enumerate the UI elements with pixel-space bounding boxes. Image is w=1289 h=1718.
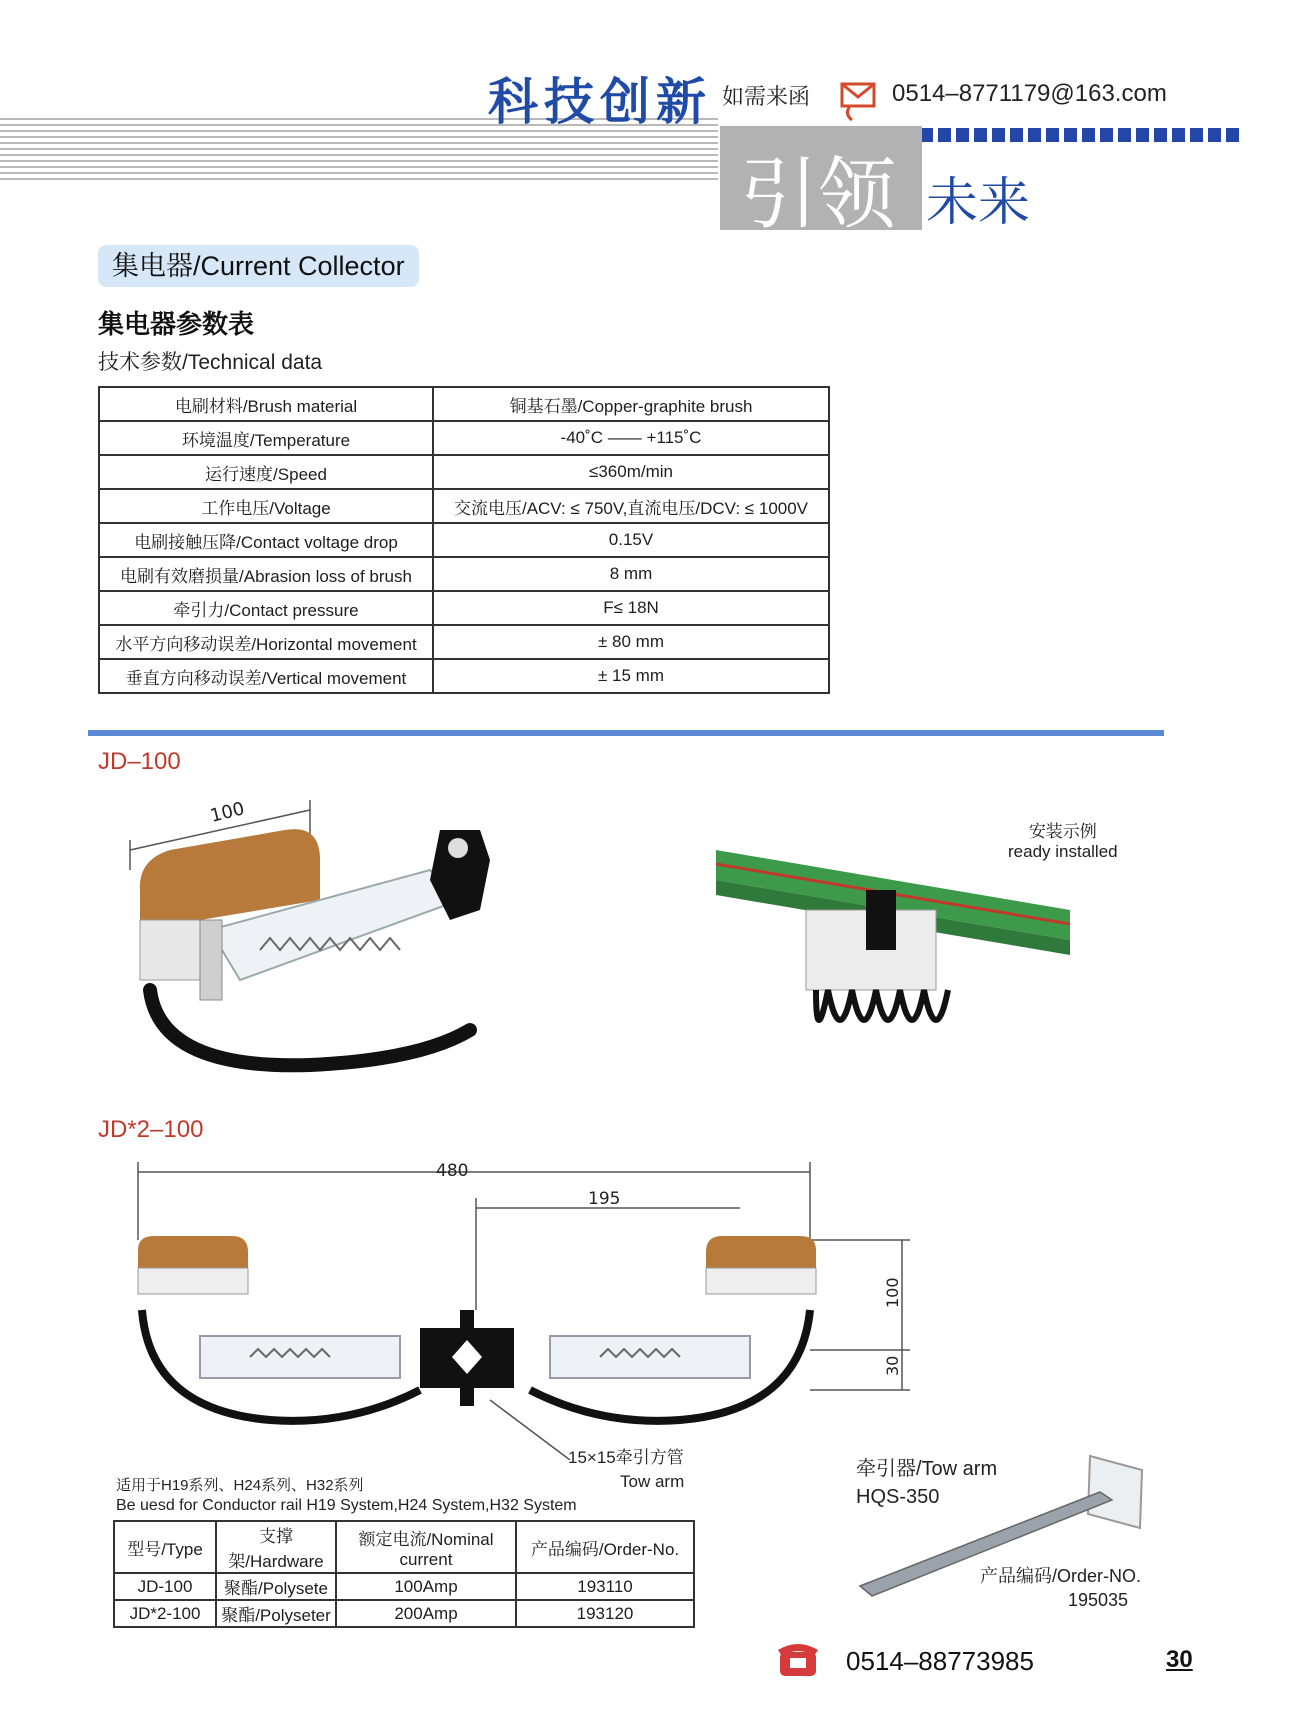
table-row — [99, 421, 829, 455]
slogan-main: 科技创新 — [488, 72, 712, 131]
brush-holder — [140, 920, 200, 980]
table-row — [99, 489, 829, 523]
right-brush — [706, 1236, 816, 1270]
dim-100-label: 100 — [208, 798, 247, 827]
dim-480-label: 480 — [436, 1161, 469, 1181]
tow-arm-title: 牵引器/Tow arm — [856, 1458, 998, 1480]
order-cell: JD*2-100 — [114, 1600, 216, 1627]
model-jd2-label: JD*2–100 — [98, 1116, 204, 1143]
table-row — [114, 1600, 694, 1627]
spec-value: 铜基石墨/Copper-graphite brush — [433, 387, 829, 421]
table-row — [99, 557, 829, 591]
tow-arm-model: HQS-350 — [856, 1486, 940, 1508]
left-holder — [138, 1268, 248, 1294]
right-holder — [706, 1268, 816, 1294]
order-header: 额定电流/Nominal current — [336, 1521, 516, 1573]
tow-tube-en: Tow arm — [620, 1472, 685, 1491]
footer-phone[interactable]: 0514–88773985 — [846, 1646, 1034, 1676]
spec-key: 电刷接触压降/Contact voltage drop — [99, 523, 433, 557]
spec-table — [98, 386, 830, 694]
slogan-box-text: 引领 — [740, 150, 897, 240]
slogan-box — [720, 126, 922, 240]
spec-key: 水平方向移动误差/Horizontal movement — [99, 625, 433, 659]
table-row — [99, 591, 829, 625]
tow-tube-cn: 15×15牵引方管 — [568, 1448, 684, 1467]
table-row — [99, 523, 829, 557]
table-row — [99, 387, 829, 421]
installed-cables — [816, 990, 948, 1020]
spec-value: ± 80 mm — [433, 625, 829, 659]
pivot-post — [200, 920, 222, 1000]
spec-value: 8 mm — [433, 557, 829, 591]
contact-label: 如需来函 — [722, 85, 811, 110]
page-number: 30 — [1166, 1646, 1193, 1673]
spec-value: 交流电压/ACV: ≤ 750V,直流电压/DCV: ≤ 1000V — [433, 489, 829, 523]
right-arm — [550, 1336, 750, 1378]
spec-value: ± 15 mm — [433, 659, 829, 693]
installed-bracket — [866, 890, 896, 950]
dim-100v-label: 100 — [883, 1277, 902, 1308]
header-dots — [920, 128, 1242, 142]
spec-key: 工作电压/Voltage — [99, 489, 433, 523]
tow-arm-leader — [490, 1400, 570, 1460]
table-row — [99, 659, 829, 693]
spec-key: 牵引力/Contact pressure — [99, 591, 433, 625]
left-brush — [138, 1236, 248, 1270]
spec-key: 电刷有效磨损量/Abrasion loss of brush — [99, 557, 433, 591]
tow-arm-plate — [1088, 1456, 1142, 1528]
order-header: 型号/Type — [114, 1521, 216, 1573]
cable — [150, 990, 470, 1065]
collector-jd2-illustration — [120, 1160, 920, 1460]
order-cell: 200Amp — [336, 1600, 516, 1627]
usage-en: Be uesd for Conductor rail H19 System,H24 System,H32 System — [116, 1497, 577, 1514]
order-header: 支撑架/Hardware — [216, 1521, 336, 1573]
tow-arm-order-no: 195035 — [1068, 1590, 1129, 1610]
table-title: 集电器参数表 — [98, 310, 255, 340]
spec-value: ≤360m/min — [433, 455, 829, 489]
installed-en: ready installed — [1008, 842, 1118, 861]
mail-icon — [836, 80, 880, 124]
section-title: 集电器/Current Collector — [98, 245, 419, 287]
usage-cn: 适用于H19系列、H24系列、H32系列 — [116, 1477, 364, 1494]
left-arm — [200, 1336, 400, 1378]
order-cell: 聚酯/Polysete — [216, 1573, 336, 1600]
section-divider — [88, 730, 1164, 736]
model-jd100-label: JD–100 — [98, 748, 181, 775]
table-row — [99, 455, 829, 489]
spec-key: 环境温度/Temperature — [99, 421, 433, 455]
order-cell: 193110 — [516, 1573, 694, 1600]
spec-key: 运行速度/Speed — [99, 455, 433, 489]
order-cell: 100Amp — [336, 1573, 516, 1600]
spec-value: F≤ 18N — [433, 591, 829, 625]
table-row — [114, 1573, 694, 1600]
order-cell: 193120 — [516, 1600, 694, 1627]
order-table — [113, 1520, 695, 1628]
order-cell: JD-100 — [114, 1573, 216, 1600]
mount-bolt — [448, 838, 468, 858]
table-header-row — [114, 1521, 694, 1573]
spec-key: 电刷材料/Brush material — [99, 387, 433, 421]
table-subtitle: 技术参数/Technical data — [98, 351, 323, 374]
dim-195-label: 195 — [588, 1189, 621, 1209]
slogan-tail: 未来 — [926, 173, 1031, 233]
order-header: 产品编码/Order-No. — [516, 1521, 694, 1573]
installed-cn: 安装示例 — [1028, 822, 1097, 841]
spec-value: 0.15V — [433, 523, 829, 557]
tow-arm-order-label: 产品编码/Order-NO. — [980, 1566, 1142, 1586]
contact-email[interactable]: 0514–8771179@163.com — [892, 80, 1167, 107]
table-row — [99, 625, 829, 659]
order-cell: 聚酯/Polyseter — [216, 1600, 336, 1627]
spec-key: 垂直方向移动误差/Vertical movement — [99, 659, 433, 693]
phone-icon — [774, 1636, 822, 1680]
spec-value: -40˚C —— +115˚C — [433, 421, 829, 455]
dim-30-label: 30 — [883, 1355, 902, 1376]
installed-example-illustration — [716, 850, 1070, 1060]
collector-jd100-illustration — [120, 790, 540, 1090]
